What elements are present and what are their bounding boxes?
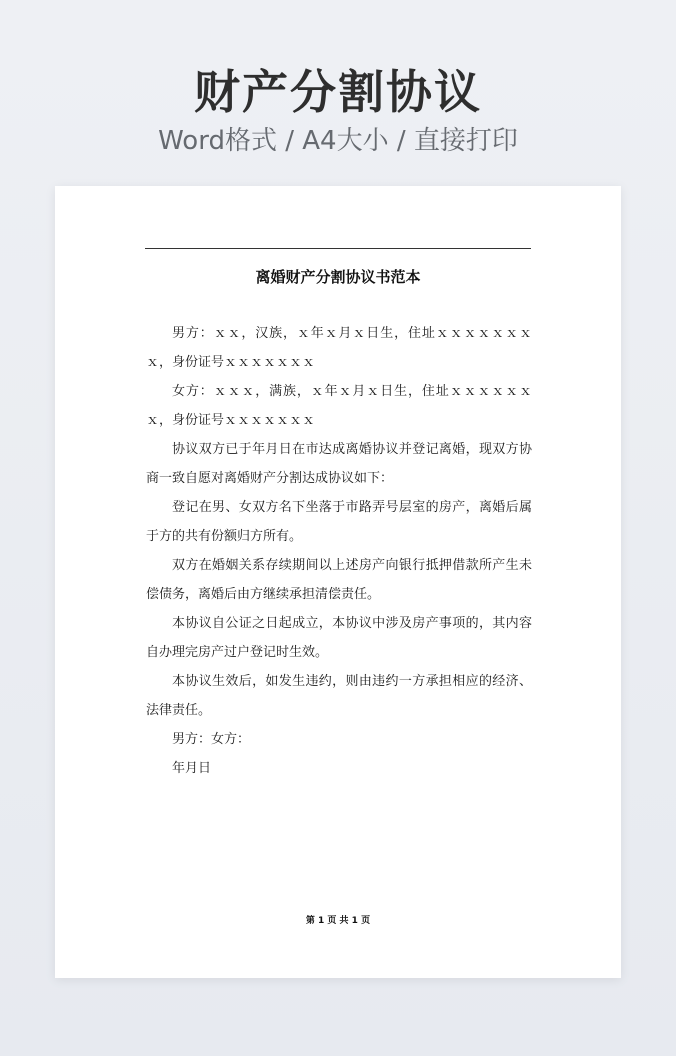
paragraph-signatures: 男方：女方： [172,732,251,747]
banner-subtitle: Word格式 / A4大小 / 直接打印 [158,126,518,156]
paragraph-wife-info: 女方：ｘｘｘ，满族，ｘ年ｘ月ｘ日生，住址ｘｘｘｘｘｘｘ，身份证号ｘｘｘｘｘｘｘ [146,384,532,428]
banner [0,62,676,158]
paragraph-husband-info: 男方：ｘｘ，汉族，ｘ年ｘ月ｘ日生，住址ｘｘｘｘｘｘｘｘ，身份证号ｘｘｘｘｘｘｘ [146,326,532,370]
paragraph-property-clause: 登记在男、女双方名下坐落于市路弄号层室的房产，离婚后属于方的共有份额归方所有。 [146,500,532,544]
paragraph-date: 年月日 [172,761,212,776]
banner-title: 财产分割协议 [194,65,482,119]
paragraph-effective-clause: 本协议自公证之日起成立，本协议中涉及房产事项的，其内容自办理完房产过户登记时生效。 [146,616,532,660]
document-body [146,319,532,783]
document-title: 离婚财产分割协议书范本 [255,268,421,286]
paragraph-debt-clause: 双方在婚姻关系存续期间以上述房产向银行抵押借款所产生未偿债务，离婚后由方继续承担清偿责任。 [146,558,532,602]
page-number-footer: 第 1 页 共 1 页 [305,916,371,926]
paragraph-agreement-intro: 协议双方已于年月日在市达成离婚协议并登记离婚，现双方协商一致自愿对离婚财产分割达成协议如下： [146,442,532,486]
paragraph-liability-clause: 本协议生效后，如发生违约，则由违约一方承担相应的经济、法律责任。 [146,674,532,718]
document-page [55,186,621,978]
header-rule [145,248,531,249]
